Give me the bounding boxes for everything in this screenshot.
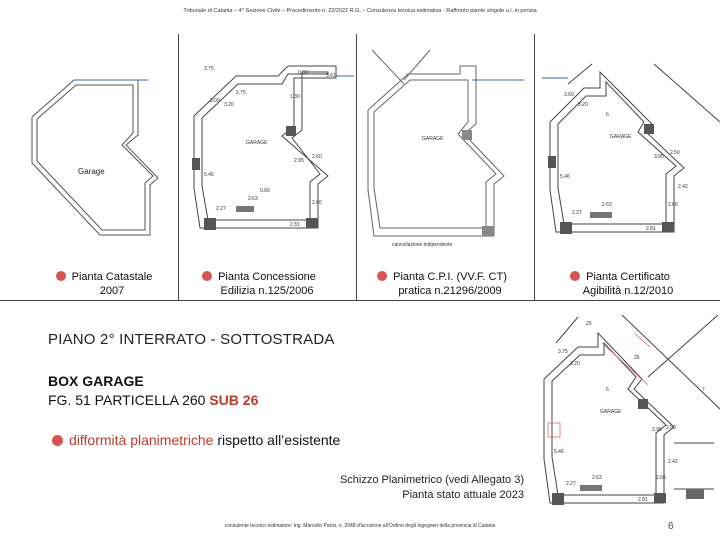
sk-dim-12: 26	[634, 355, 640, 361]
agi-dim-5: 2.42	[678, 184, 688, 190]
difformita-rest: rispetto all’esistente	[213, 432, 341, 448]
caption-concessione-line1: Pianta Concessione	[218, 271, 316, 283]
agi-dim-6: 2.66	[668, 202, 678, 208]
dim-13: 2.81	[290, 222, 300, 228]
dim-1: 3.75	[204, 66, 214, 72]
caption-cpi-line2: pratica n.21296/2009	[398, 285, 502, 297]
sk-dim-1: 3.75	[558, 349, 568, 355]
dim-6: 1.30	[290, 94, 300, 100]
header-text: Tribunale di Catania – 4^ Sezione Civile – Procedimento n. 22/2022 R.G. – Consulenza tecnica estimativa - Raffronto piante singole u.i. in perizia	[183, 8, 537, 14]
sk-dim-11: 25	[586, 321, 592, 327]
footer-text: consulente tecnico estimatore: Ing. Marcello Parisi, n. 2048 d'iscrizione all'Ordine degli Ingegneri della provincia di Catania	[224, 523, 496, 529]
agi-dim-2: 3.20	[578, 102, 588, 108]
divider-h	[0, 300, 720, 301]
dim-8: 2.66	[312, 200, 322, 206]
caption-concessione-line2: Edilizia n.125/2006	[220, 285, 314, 297]
catasto-reference	[48, 392, 258, 408]
dim-3: 3.61	[326, 73, 336, 79]
agi-dim-1: 3.60	[564, 92, 574, 98]
plan-cpi-note: cancellazione indipendente	[392, 242, 453, 248]
schizzo-line2: Pianta stato attuale 2023	[402, 489, 524, 501]
caption-agibilita	[552, 270, 688, 298]
plan-concessione-label: GARAGE	[246, 140, 268, 146]
dim-14: 0.93	[298, 70, 308, 76]
agi-dim-3: 2.50	[670, 150, 680, 156]
agi-dim-8: 2.27	[572, 210, 582, 216]
dim-10: 5.46	[204, 172, 214, 178]
dim-4: 3.00	[210, 98, 220, 104]
agi-dim-10: 2.81	[646, 226, 656, 232]
agi-dim-7: 5.46	[560, 174, 570, 180]
dim-15: 0.60	[260, 188, 270, 194]
plan-catastale-label: Garage	[78, 167, 105, 176]
sk-dim-7: 5.46	[554, 449, 564, 455]
sk-dim-4: 3.95	[652, 427, 662, 433]
sk-dim-2: 3.20	[570, 361, 580, 367]
plan-cpi-label: GARAGE	[422, 136, 444, 142]
sk-dim-9: 2.63	[592, 475, 602, 481]
schizzo-line1: Schizzo Planimetrico (vedi Allegato 3)	[339, 474, 524, 486]
dim-5: 3.20	[224, 102, 234, 108]
caption-cpi	[372, 270, 512, 298]
difformita-note	[52, 432, 340, 448]
caption-catastale	[34, 270, 174, 298]
caption-agibilita-line2: Agibilità n.12/2010	[582, 285, 674, 297]
dim-2: 2.75	[236, 90, 246, 96]
plan-catastale	[30, 75, 170, 245]
page-number: 6	[668, 521, 674, 532]
caption-cpi-line1: Pianta C.P.I. (VV.F. CT)	[393, 271, 507, 283]
plan-cpi	[364, 40, 532, 250]
divider-v2	[356, 34, 357, 300]
dim-7: 2.95	[294, 158, 304, 164]
bullet-dot	[56, 271, 66, 281]
catasto-ref-prefix: FG. 51 PARTICELLA 260	[48, 392, 210, 408]
bullet-dot	[202, 271, 212, 281]
sk-dim-3: 2.50	[666, 425, 676, 431]
bullet-dot	[52, 435, 63, 446]
caption-concessione	[194, 270, 324, 298]
sketch-label: GARAGE	[600, 409, 622, 415]
plan-agibilita	[542, 62, 720, 242]
dim-12: 2.63	[248, 196, 258, 202]
schizzo-caption	[340, 473, 524, 503]
box-garage-title: BOX GARAGE	[48, 373, 144, 389]
bullet-dot	[570, 271, 580, 281]
divider-v1	[178, 34, 179, 300]
sk-dim-5: 2.42	[668, 459, 678, 465]
dim-9: 2.60	[312, 154, 322, 160]
plan-stato-attuale	[538, 313, 720, 513]
plan-agibilita-room: 6	[606, 112, 609, 118]
sk-dim-8: 2.27	[566, 481, 576, 487]
caption-catastale-line1: Pianta Catastale	[71, 271, 153, 283]
divider-v3	[534, 34, 535, 300]
dim-11: 2.27	[216, 206, 226, 212]
sk-dim-10: 2.81	[638, 497, 648, 503]
bullet-dot	[377, 271, 387, 281]
agi-dim-4: 3.95	[654, 154, 664, 160]
plan-concessione	[186, 58, 356, 244]
sk-dim-6: 2.66	[656, 475, 666, 481]
sketch-room-number: 6	[606, 387, 609, 393]
caption-catastale-line2: 2007	[99, 285, 125, 297]
caption-agibilita-line1: Pianta Certificato	[586, 271, 670, 283]
difformita-red: difformità planimetriche	[69, 432, 214, 448]
catasto-ref-sub: SUB 26	[209, 392, 259, 408]
sketch-adjacent-number: 7	[702, 387, 705, 393]
plan-agibilita-label: GARAGE	[610, 134, 632, 140]
agi-dim-9: 2.63	[602, 202, 612, 208]
piano-heading: PIANO 2° INTERRATO - SOTTOSTRADA	[48, 331, 335, 348]
